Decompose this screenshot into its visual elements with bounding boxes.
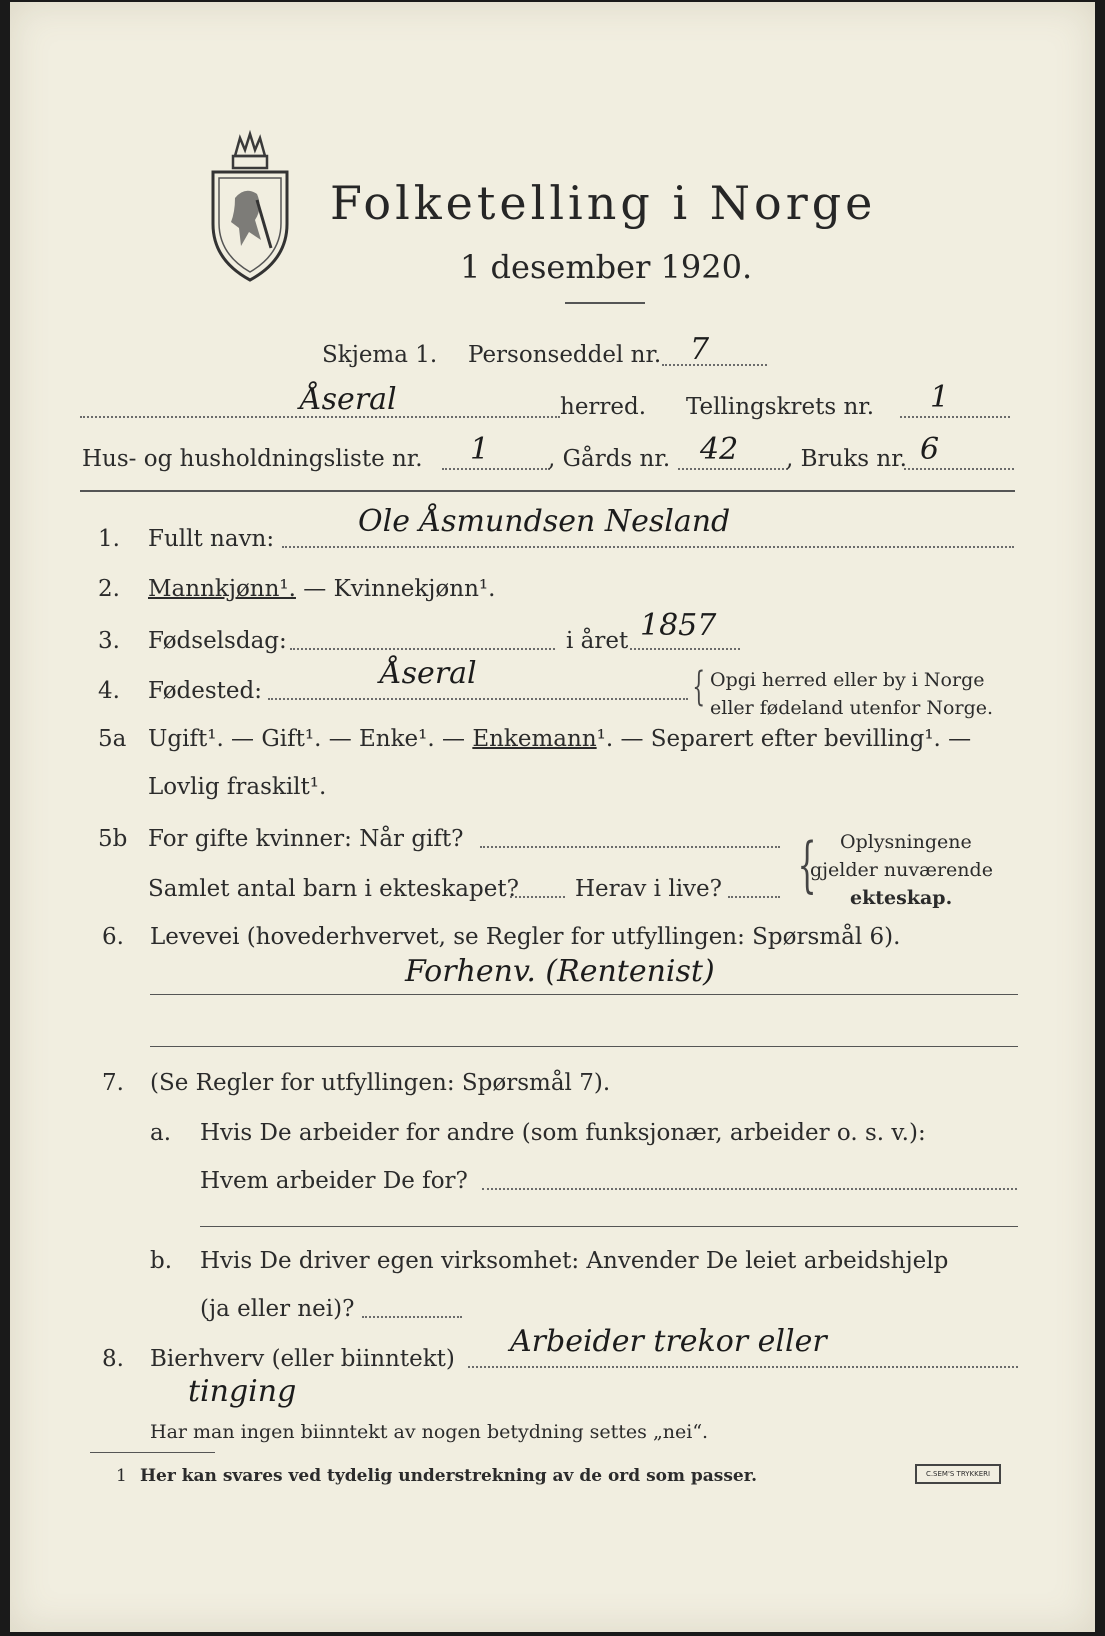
q7b-letter: b. [150,1248,173,1274]
occupation-line-1 [150,994,1018,995]
birthplace-line [268,698,688,700]
personseddel-line [662,364,767,366]
q8-label: Bierhverv (eller biinntekt) [150,1346,455,1372]
footnote-divider [90,1452,215,1453]
q8-number: 8. [102,1346,124,1372]
q3-label: Fødselsdag: [148,628,287,654]
q5b-note-3: ekteskap. [850,887,953,909]
q4-note-2: eller fødeland utenfor Norge. [710,697,994,719]
tellingskrets-value[interactable]: 1 [930,380,950,415]
hus-line [442,468,550,470]
tellingskrets-line [900,416,1010,418]
female-option[interactable]: Kvinnekjønn¹. [333,576,496,602]
children-line [510,896,565,898]
q4-number: 4. [98,678,120,704]
birth-year-value[interactable]: 1857 [640,608,717,643]
male-option[interactable]: Mannkjønn¹. [148,576,296,602]
tellingskrets-label: Tellingskrets nr. [686,394,875,420]
occupation-value[interactable]: Forhenv. (Rentenist) [405,954,715,989]
widower-option[interactable]: Enkemann [472,726,597,752]
employer-line [482,1188,1017,1190]
q5b-line1: For gifte kvinner: Når gift? [148,826,464,852]
gards-value[interactable]: 42 [700,432,739,467]
personseddel-value[interactable]: 7 [690,332,710,367]
bruks-line [904,468,1014,470]
q5b-number: 5b [98,826,128,852]
alive-line [728,896,780,898]
q2-separator: — [295,576,334,602]
q8-note: Har man ingen biinntekt av nogen betydning settes „nei“. [150,1421,709,1443]
coat-of-arms-icon [205,128,295,288]
herred-label: herred. [560,394,647,420]
side-income-value-1[interactable]: Arbeider trekor eller [510,1324,827,1359]
q6-label: Levevei (hovederhvervet, se Regler for utfyllingen: Spørsmål 6). [150,924,901,950]
married-date-line [480,846,780,848]
q7a-line2: Hvem arbeider De for? [200,1168,468,1194]
q5a-number: 5a [98,726,127,752]
divorced-option[interactable]: Lovlig fraskilt¹. [148,774,327,800]
personseddel-label: Personseddel nr. [468,342,662,368]
q5b-brace: { [797,830,817,900]
q1-number: 1. [98,526,120,552]
footnote-text: Her kan svares ved tydelig understrekning av de ord som passer. [140,1466,758,1486]
q4-brace: { [692,664,706,710]
q2-number: 2. [98,576,120,602]
employer-line-2 [200,1226,1018,1227]
gards-line [678,468,788,470]
bruks-label: , Bruks nr. [786,446,907,472]
q5b-alive-label: Herav i live? [575,876,722,902]
gards-label: , Gårds nr. [548,446,671,472]
q1-line [282,546,1014,548]
census-form [10,2,1095,1632]
q7b-line2: (ja eller nei)? [200,1296,355,1322]
hired-help-line [362,1316,462,1318]
header-divider [80,490,1015,492]
herred-value[interactable]: Åseral [300,382,397,417]
q1-label: Fullt navn: [148,526,275,552]
year-line [630,648,740,650]
marital-options-part2[interactable]: ¹. — Separert efter bevilling¹. — [596,726,972,752]
q7-label: (Se Regler for utfyllingen: Spørsmål 7). [150,1070,611,1096]
q4-note-1: Opgi herred eller by i Norge [710,669,985,691]
q4-label: Fødested: [148,678,263,704]
hus-label: Hus- og husholdningsliste nr. [82,446,423,472]
birthday-line [290,648,555,650]
full-name-value[interactable]: Ole Åsmundsen Nesland [358,504,731,539]
q5b-children-label: Samlet antal barn i ekteskapet? [148,876,519,902]
printer-stamp: C.SEM'S TRYKKERI [915,1464,1001,1484]
q6-number: 6. [102,924,124,950]
bruks-value[interactable]: 6 [920,432,940,467]
side-income-value-2[interactable]: tinging [188,1374,297,1409]
q7-number: 7. [102,1070,124,1096]
title-divider [565,302,645,304]
occupation-line-2 [150,1046,1018,1047]
marital-options [148,728,971,751]
q5b-note-1: Oplysningene [840,831,972,853]
skjema-label: Skjema 1. [322,342,438,368]
q5b-note-2: gjelder nuværende [810,859,993,881]
side-income-line [468,1366,1018,1368]
hus-value[interactable]: 1 [470,432,490,467]
q7a-line1: Hvis De arbeider for andre (som funksjonær, arbeider o. s. v.): [200,1120,926,1146]
census-date: 1 desember 1920. [460,248,753,286]
q3-number: 3. [98,628,120,654]
marital-options-part1[interactable]: Ugift¹. — Gift¹. — Enke¹. — [148,726,473,752]
form-title: Folketelling i Norge [330,176,877,230]
q7b-line1: Hvis De driver egen virksomhet: Anvender De leiet arbeidshjelp [200,1248,949,1274]
birthplace-value[interactable]: Åseral [380,656,477,691]
year-label: i året [566,628,629,654]
q7a-letter: a. [150,1120,172,1146]
q2-options [148,578,495,601]
footnote-mark: 1 [116,1466,127,1486]
